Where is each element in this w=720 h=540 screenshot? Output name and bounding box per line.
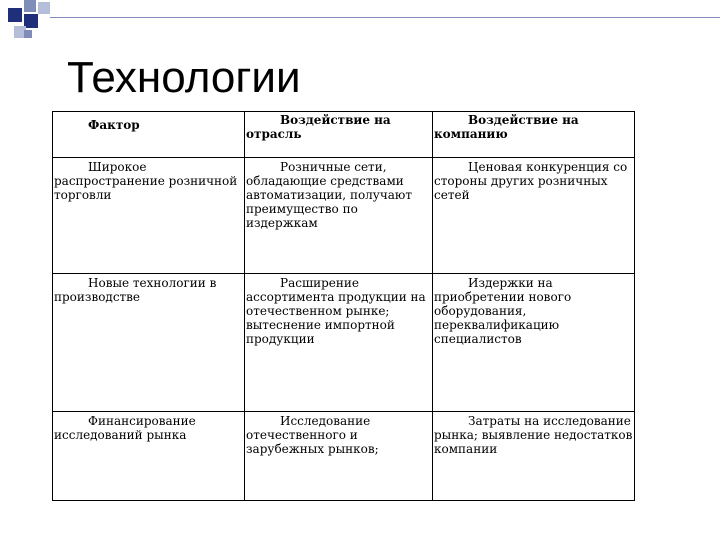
cell-industry-impact: Расширение ассортимента продукции на отечественном рынке; вытеснение импортной продукции — [245, 274, 433, 412]
table-header-row — [53, 112, 635, 158]
cell-industry-impact: Исследование отечественного и зарубежных рынков; — [245, 412, 433, 501]
header-cell-company — [433, 112, 635, 158]
header-industry-label: Воздействие на отрасль — [246, 113, 391, 141]
table-row — [53, 158, 635, 274]
slide-title: Технологии — [67, 53, 301, 102]
table-row — [53, 412, 635, 501]
cell-company-impact: Издержки на приобретении нового оборудования, переквалификацию специалистов — [433, 274, 635, 412]
header-cell-industry — [245, 112, 433, 158]
decor-square — [24, 0, 36, 12]
header-factor-label: Фактор — [88, 118, 140, 132]
cell-factor: Широкое распространение розничной торговли — [53, 158, 245, 274]
decor-square — [24, 14, 38, 28]
cell-company-impact: Ценовая конкуренция со стороны других розничных сетей — [433, 158, 635, 274]
technology-table — [52, 111, 635, 501]
header-cell-factor — [53, 112, 245, 158]
decor-square — [38, 2, 50, 14]
header-rule — [50, 17, 720, 18]
decor-square — [24, 30, 32, 38]
cell-company-impact: Затраты на исследование рынка; выявление недостатков компании — [433, 412, 635, 501]
cell-industry-impact: Розничные сети, обладающие средствами автоматизации, получают преимущество по издержкам — [245, 158, 433, 274]
table-row — [53, 274, 635, 412]
cell-factor: Новые технологии в производстве — [53, 274, 245, 412]
cell-factor: Финансирование исследований рынка — [53, 412, 245, 501]
decor-square — [8, 8, 22, 22]
header-company-label: Воздействие на компанию — [434, 113, 579, 141]
